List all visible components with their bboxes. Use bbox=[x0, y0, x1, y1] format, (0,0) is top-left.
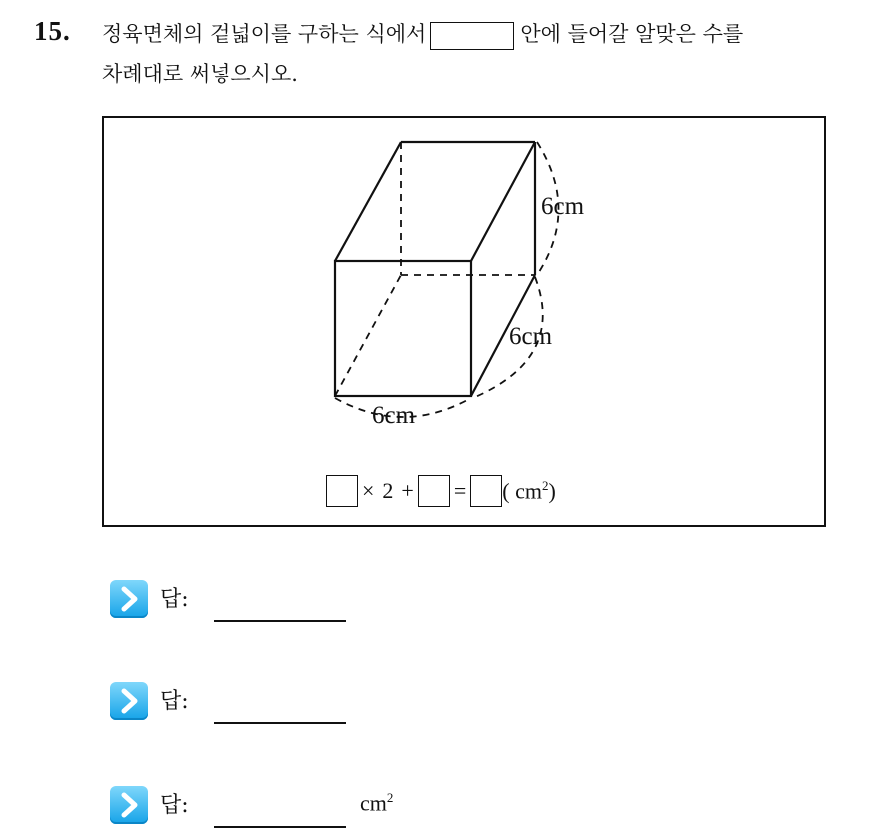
formula-unit-open: ( cm bbox=[502, 478, 542, 504]
formula-unit-close: ) bbox=[548, 478, 556, 504]
answer-unit-3 bbox=[360, 790, 393, 816]
answer-blank-1[interactable] bbox=[214, 620, 346, 622]
answer-label-3: 답: bbox=[160, 793, 189, 818]
answer-unit-exponent: 2 bbox=[386, 790, 394, 805]
formula-number-two: 2 bbox=[382, 478, 394, 503]
times-symbol: × bbox=[362, 478, 375, 503]
chevron-right-icon bbox=[110, 580, 148, 618]
formula-blank-box-3 bbox=[470, 475, 502, 507]
cube-hidden-edges bbox=[335, 142, 535, 396]
question-number: 15. bbox=[34, 16, 71, 46]
surface-area-formula bbox=[326, 474, 556, 508]
question-text-before-box: 정육면체의 겉넓이를 구하는 식에서 bbox=[102, 22, 427, 46]
answer-label-2: 답: bbox=[160, 689, 189, 714]
answer-unit-text: cm bbox=[360, 790, 387, 816]
chevron-right-icon bbox=[110, 682, 148, 720]
formula-blank-box-1 bbox=[326, 475, 358, 507]
plus-symbol: + bbox=[401, 478, 414, 503]
dimension-arcs bbox=[335, 142, 559, 417]
formula-unit bbox=[502, 478, 556, 504]
answer-blank-3[interactable] bbox=[214, 826, 346, 828]
answer-label-1: 답: bbox=[160, 587, 189, 612]
width-dimension-label: 6cm bbox=[372, 402, 416, 429]
answer-blank-2[interactable] bbox=[214, 722, 346, 724]
depth-dimension-label: 6cm bbox=[509, 323, 553, 350]
formula-unit-exponent: 2 bbox=[541, 477, 549, 493]
equals-symbol: = bbox=[453, 478, 467, 503]
chevron-right-icon bbox=[110, 786, 148, 824]
figure-frame bbox=[102, 116, 826, 527]
height-dimension-label: 6cm bbox=[541, 193, 585, 220]
cube-diagram bbox=[104, 118, 828, 529]
blank-box-inline bbox=[430, 22, 514, 50]
question-text-line1 bbox=[102, 20, 743, 50]
formula-blank-box-2 bbox=[418, 475, 450, 507]
cube-solid-edges bbox=[335, 142, 535, 396]
question-text-after-box: 안에 들어갈 알맞은 수를 bbox=[520, 22, 744, 46]
question-text-line2: 차례대로 써넣으시오. bbox=[102, 62, 298, 86]
